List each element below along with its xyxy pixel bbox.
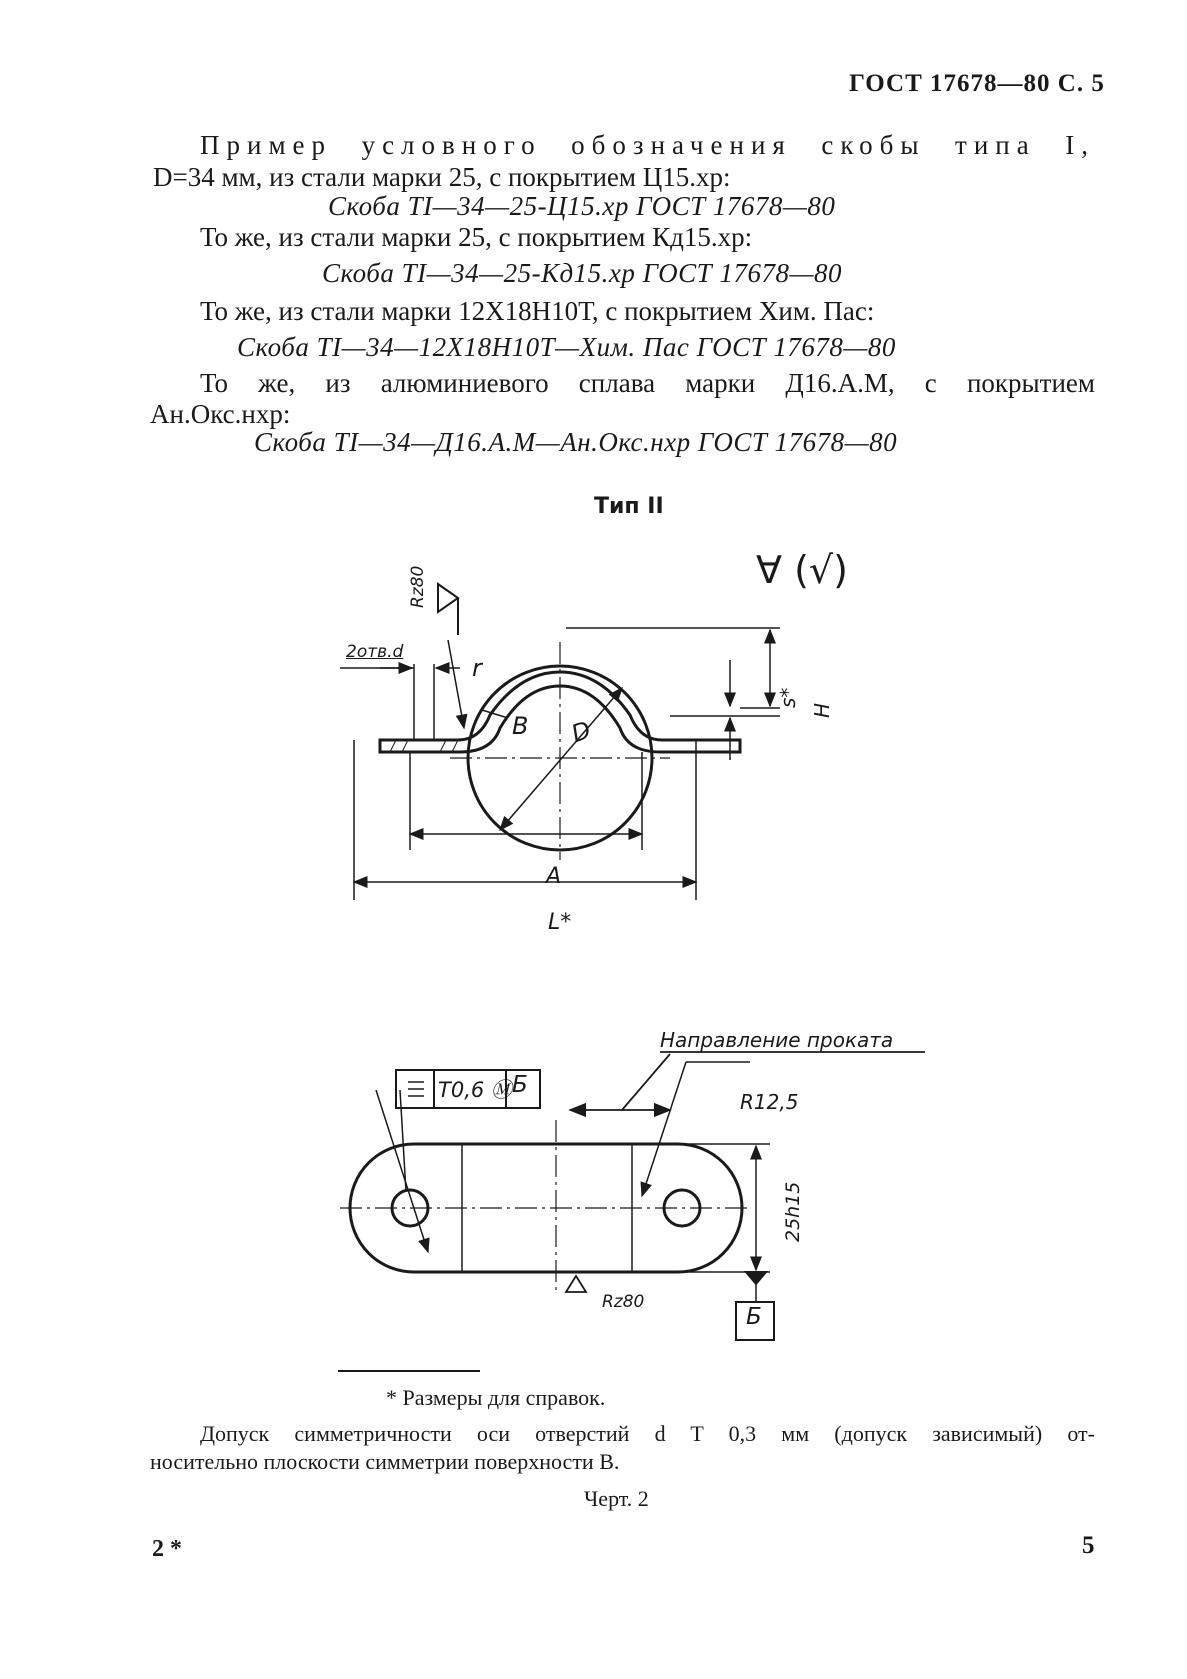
rolling-direction-label: Направление проката bbox=[660, 1028, 894, 1052]
symmetry-note-line2: носительно плоскости симметрии поверхности B. bbox=[150, 1449, 620, 1474]
width-label: 25h15 bbox=[782, 1181, 804, 1242]
tolerance-frame-datum: Б bbox=[512, 1072, 528, 1098]
designation-2: Скоба TI—34—25-Кд15.хр ГОСТ 17678—80 bbox=[322, 258, 842, 288]
rz80-label-side: Rz80 bbox=[408, 565, 428, 608]
radius-label: R12,5 bbox=[740, 1090, 799, 1114]
symmetry-note-line1: Допуск симметричности оси отверстий d T 0,3 мм (допуск зависимый) от- bbox=[200, 1421, 1095, 1446]
footnote: * Размеры для справок. bbox=[386, 1385, 606, 1410]
page-number: 5 bbox=[1082, 1532, 1095, 1559]
same-material-3-cont: Ан.Окс.нхр: bbox=[150, 399, 291, 429]
datum-b-label: Б bbox=[746, 1304, 762, 1330]
same-material-2: То же, из стали марки 12Х18Н10Т, с покрытием Хим. Пас: bbox=[200, 296, 875, 326]
designation-4: Скоба TI—34—Д16.А.М—Ан.Окс.нхр ГОСТ 17678—80 bbox=[254, 427, 898, 457]
same-material-3: То же, из алюминиевого сплава марки Д16.А.М, с покрытием bbox=[200, 368, 1095, 398]
designation-1: Скоба TI—34—25-Ц15.хр ГОСТ 17678—80 bbox=[328, 191, 836, 221]
radius-r-label: r bbox=[472, 654, 482, 682]
same-material-1: То же, из стали марки 25, с покрытием Кд15.хр: bbox=[200, 222, 753, 252]
roughness-symbol: ∀ (√) bbox=[756, 548, 848, 592]
sheet-mark: 2 * bbox=[152, 1536, 182, 1562]
b-label: B bbox=[512, 712, 529, 740]
designation-3: Скоба TI—34—12Х18Н10Т—Хим. Пас ГОСТ 17678—80 bbox=[237, 332, 896, 362]
tolerance-frame-value: T0,6 Ⓜ bbox=[438, 1078, 512, 1102]
example-intro-line2: D=34 мм, из стали марки 25, с покрытием Ц15.хр: bbox=[153, 162, 731, 192]
a-label: A bbox=[546, 864, 562, 889]
example-intro: Пример условного обозначения скобы типа I, bbox=[200, 130, 1095, 160]
plan-view-drawing bbox=[340, 1020, 960, 1360]
footnote-rule bbox=[338, 1370, 480, 1372]
figure-caption: Черт. 2 bbox=[584, 1486, 649, 1511]
hole-dim-label: 2отв.d bbox=[346, 642, 404, 662]
running-header: ГОСТ 17678—80 С. 5 bbox=[849, 70, 1105, 97]
type-title: Тип II bbox=[594, 494, 664, 519]
d-label: D bbox=[567, 715, 595, 749]
s-label: s* bbox=[776, 687, 800, 708]
rz80-label-plan: Rz80 bbox=[602, 1292, 645, 1312]
l-label: L* bbox=[548, 910, 572, 935]
h-label: H bbox=[810, 702, 834, 718]
